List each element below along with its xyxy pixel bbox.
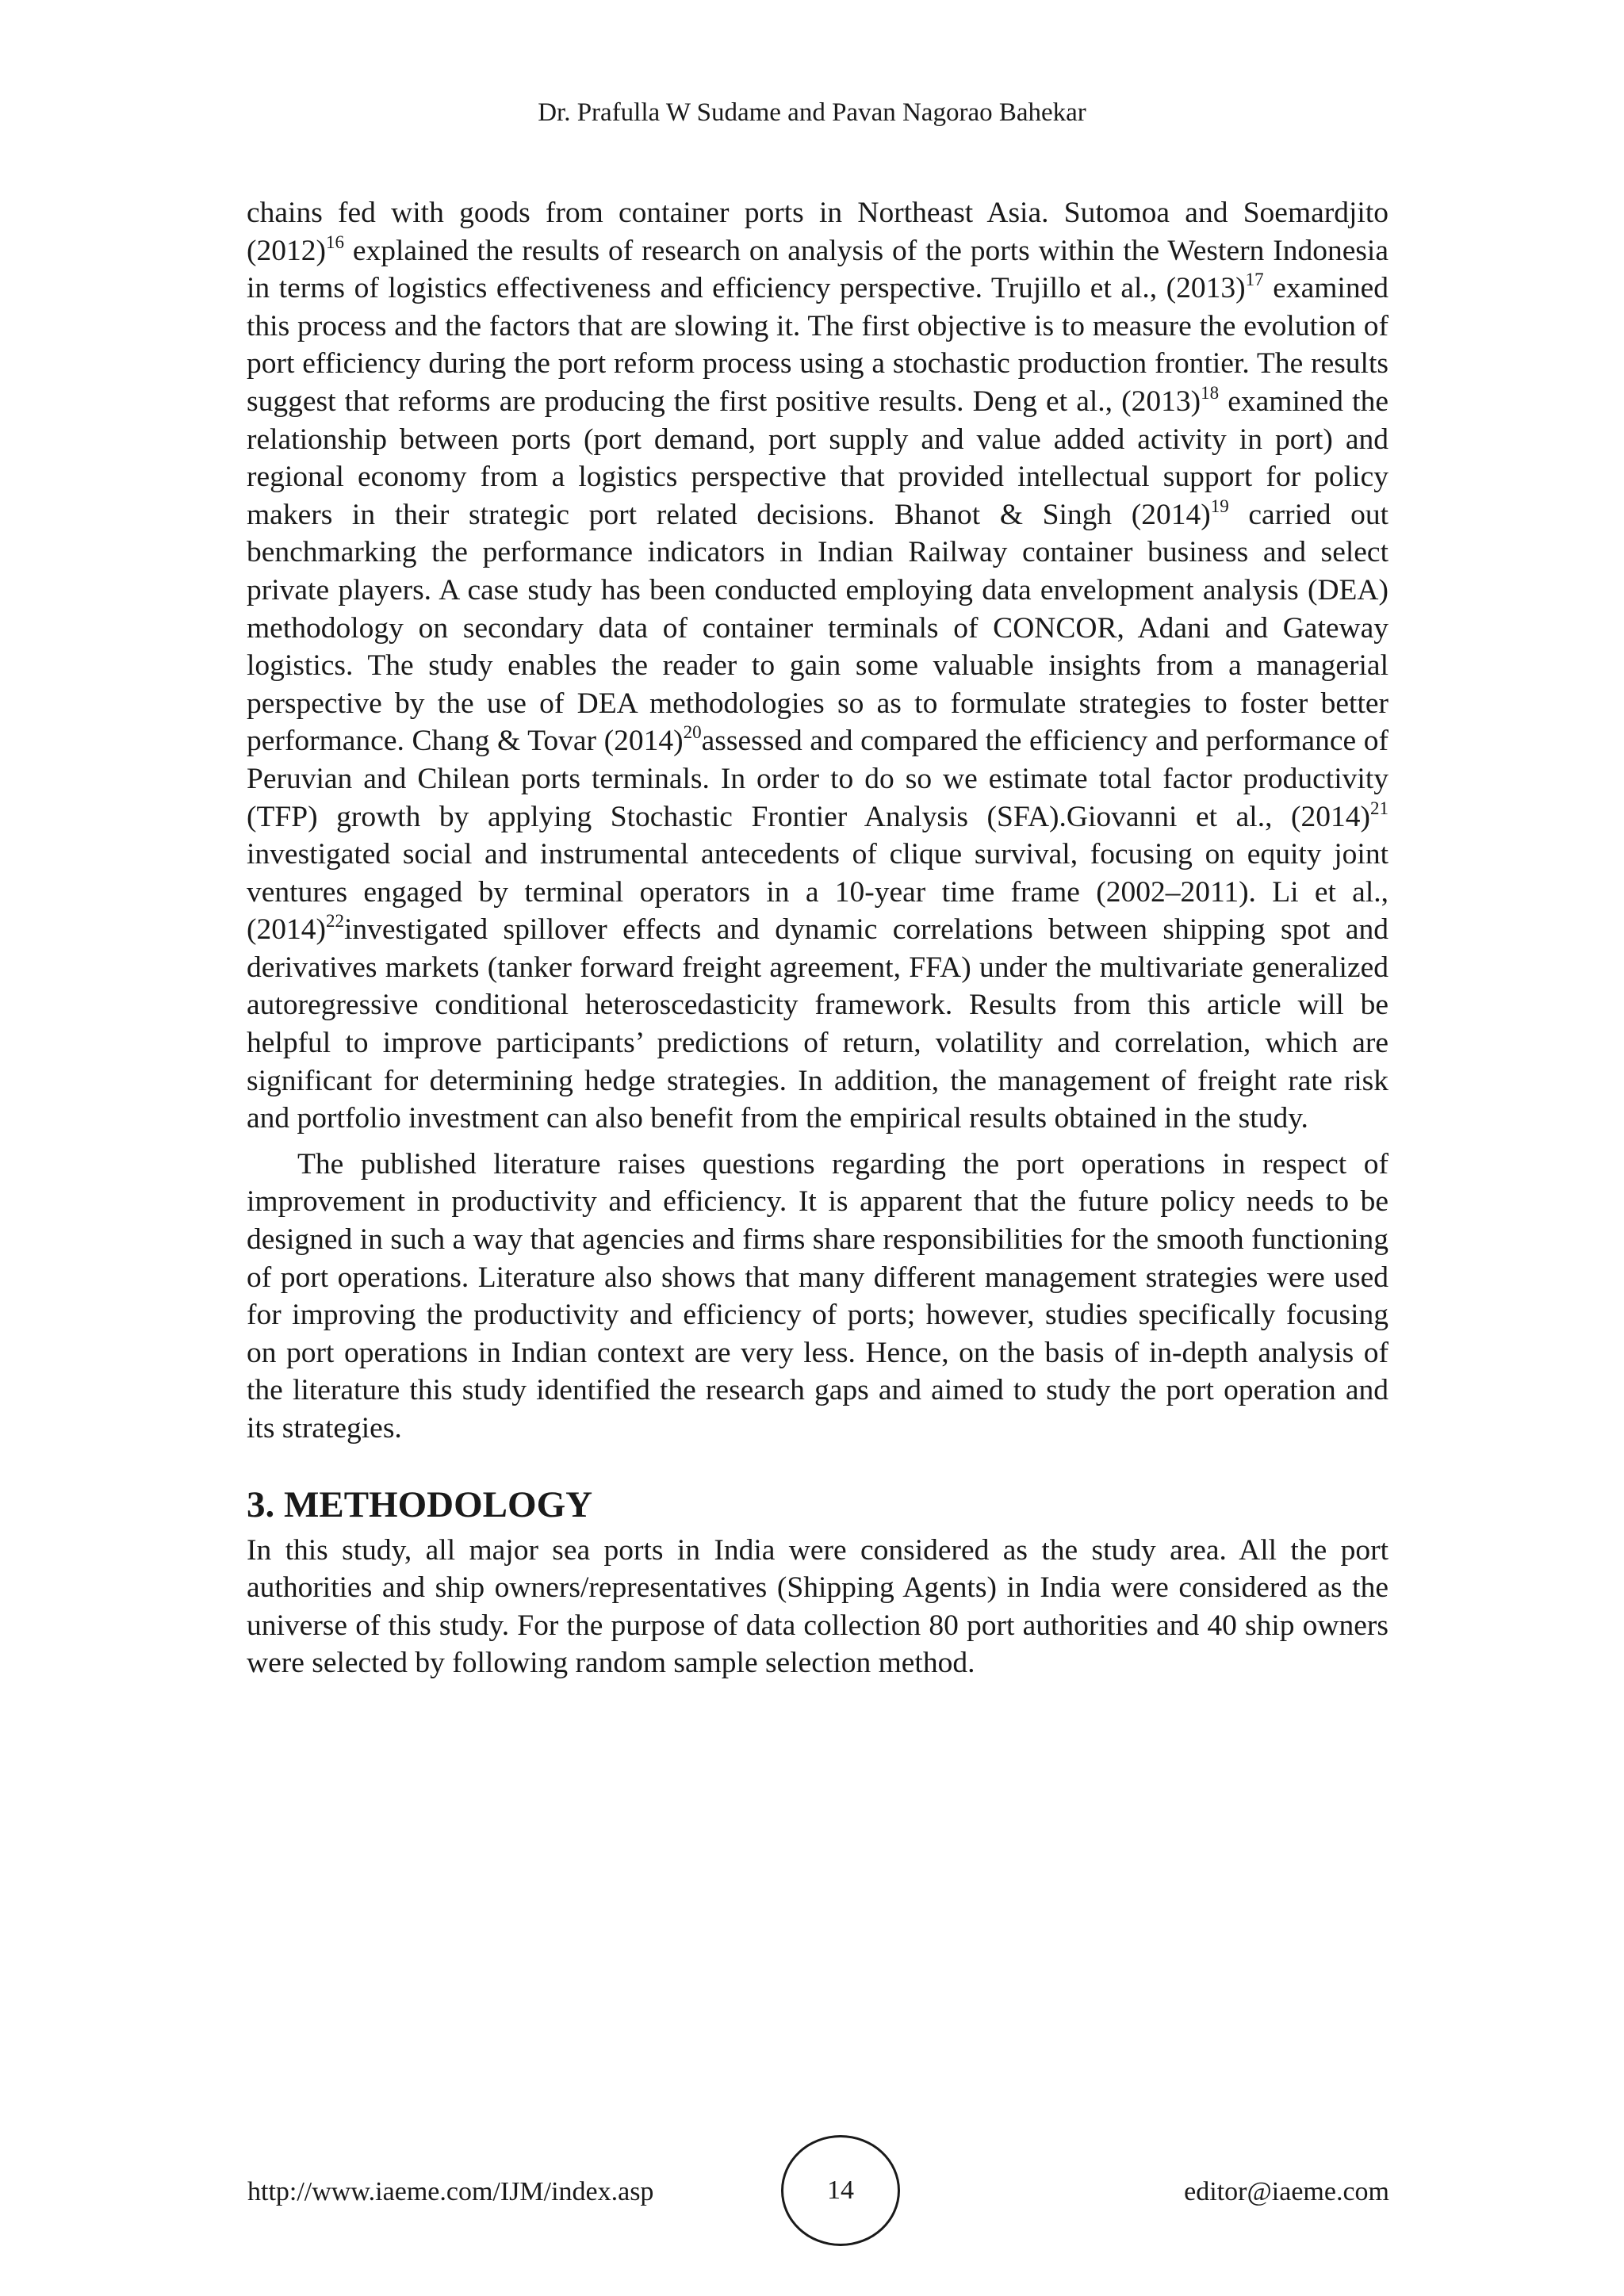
citation-superscript: 22 xyxy=(325,911,344,932)
citation-superscript: 18 xyxy=(1201,382,1220,403)
section-heading-methodology: 3. METHODOLOGY xyxy=(247,1483,593,1525)
citation-superscript: 20 xyxy=(683,722,702,743)
citation-superscript: 16 xyxy=(325,232,344,252)
paragraph-literature-summary: The published literature raises questions regarding the port operations in respect of improvement in productivity and efficiency. It is apparent that the future policy needs to be designed in such a way that agencies and firms share responsibilities for the smooth functioning of port operations. Literature also shows that many different management strategies were used for improving the productivity and efficiency of ports; however, studies specifically focusing on port operations in Indian context are very less. Hence, on the basis of in-depth analysis of the literature this study identified the research gaps and aimed to study the port operation and its strategies. xyxy=(247,1147,1388,1445)
running-header: Dr. Prafulla W Sudame and Pavan Nagorao Bahekar xyxy=(538,98,1086,127)
paragraph-literature-review xyxy=(247,194,1388,1138)
text-run: investigated social and instrumental antecedents of clique survival, focusing on equity joint ventures engaged by terminal operators in a 10-year time frame (2002–2011). Li et al., (2014) xyxy=(247,838,1388,947)
text-run: examined this process and the factors that are slowing it. The first objective is to measure the evolution of port efficiency during the port reform process using a stochastic production frontier. The results suggest that reforms are producing the first positive results. Deng et al., (2013) xyxy=(247,272,1388,418)
citation-superscript: 17 xyxy=(1245,270,1264,290)
text-run: examined the relationship between ports (port demand, port supply and value added activity in port) and regional economy from a logistics perspective that provided intellectual support for policy makers in their strategic port related decisions. Bhanot & Singh (2014) xyxy=(247,385,1388,531)
text-run: investigated spillover effects and dynamic correlations between shipping spot and derivatives markets (tanker forward freight agreement, FFA) under the multivariate generalized autoregressive conditional heteroscedasticity framework. Results from this article will be helpful to improve participants’ predictions of return, volatility and correlation, which are significant for determining hedge strategies. In addition, the management of freight rate risk and portfolio investment can also benefit from the empirical results obtained in the study. xyxy=(247,913,1388,1135)
text-run: explained the results of research on analysis of the ports within the Western Indonesia in terms of logistics effectiveness and efficiency perspective. Trujillo et al., (2013) xyxy=(247,234,1388,305)
footer-url-link[interactable]: http://www.iaeme.com/IJM/index.asp xyxy=(247,2177,654,2206)
text-run: chains fed with goods from container ports in Northeast Asia. Sutomoa and Soemardjito (2012) xyxy=(247,197,1388,267)
text-run: carried out benchmarking the performance indicators in Indian Railway container business and select private players. A case study has been conducted employing data envelopment analysis (DEA) methodology on secondary data of container terminals of CONCOR, Adani and Gateway logistics. The study enables the reader to gain some valuable insights from a managerial perspective by the use of DEA methodologies so as to formulate strategies to foster better performance. Chang & Tovar (2014) xyxy=(247,498,1389,758)
citation-superscript: 19 xyxy=(1210,496,1229,516)
page-number: 14 xyxy=(781,2135,900,2246)
footer-email-link[interactable]: editor@iaeme.com xyxy=(1184,2177,1389,2206)
citation-superscript: 21 xyxy=(1370,798,1388,818)
article-body xyxy=(247,194,1388,1682)
text-run: assessed and compared the efficiency and performance of Peruvian and Chilean ports terminals. In order to do so we estimate total factor productivity (TFP) growth by applying Stochastic Frontier Analysis (SFA).Giovanni et al., (2014) xyxy=(247,725,1388,833)
paragraph-methodology: In this study, all major sea ports in India were considered as the study area. All the port authorities and ship owners/representatives (Shipping Agents) in India were considered as the universe of this study. For the purpose of data collection 80 port authorities and 40 ship owners were selected by following random sample selection method. xyxy=(247,1533,1388,1680)
